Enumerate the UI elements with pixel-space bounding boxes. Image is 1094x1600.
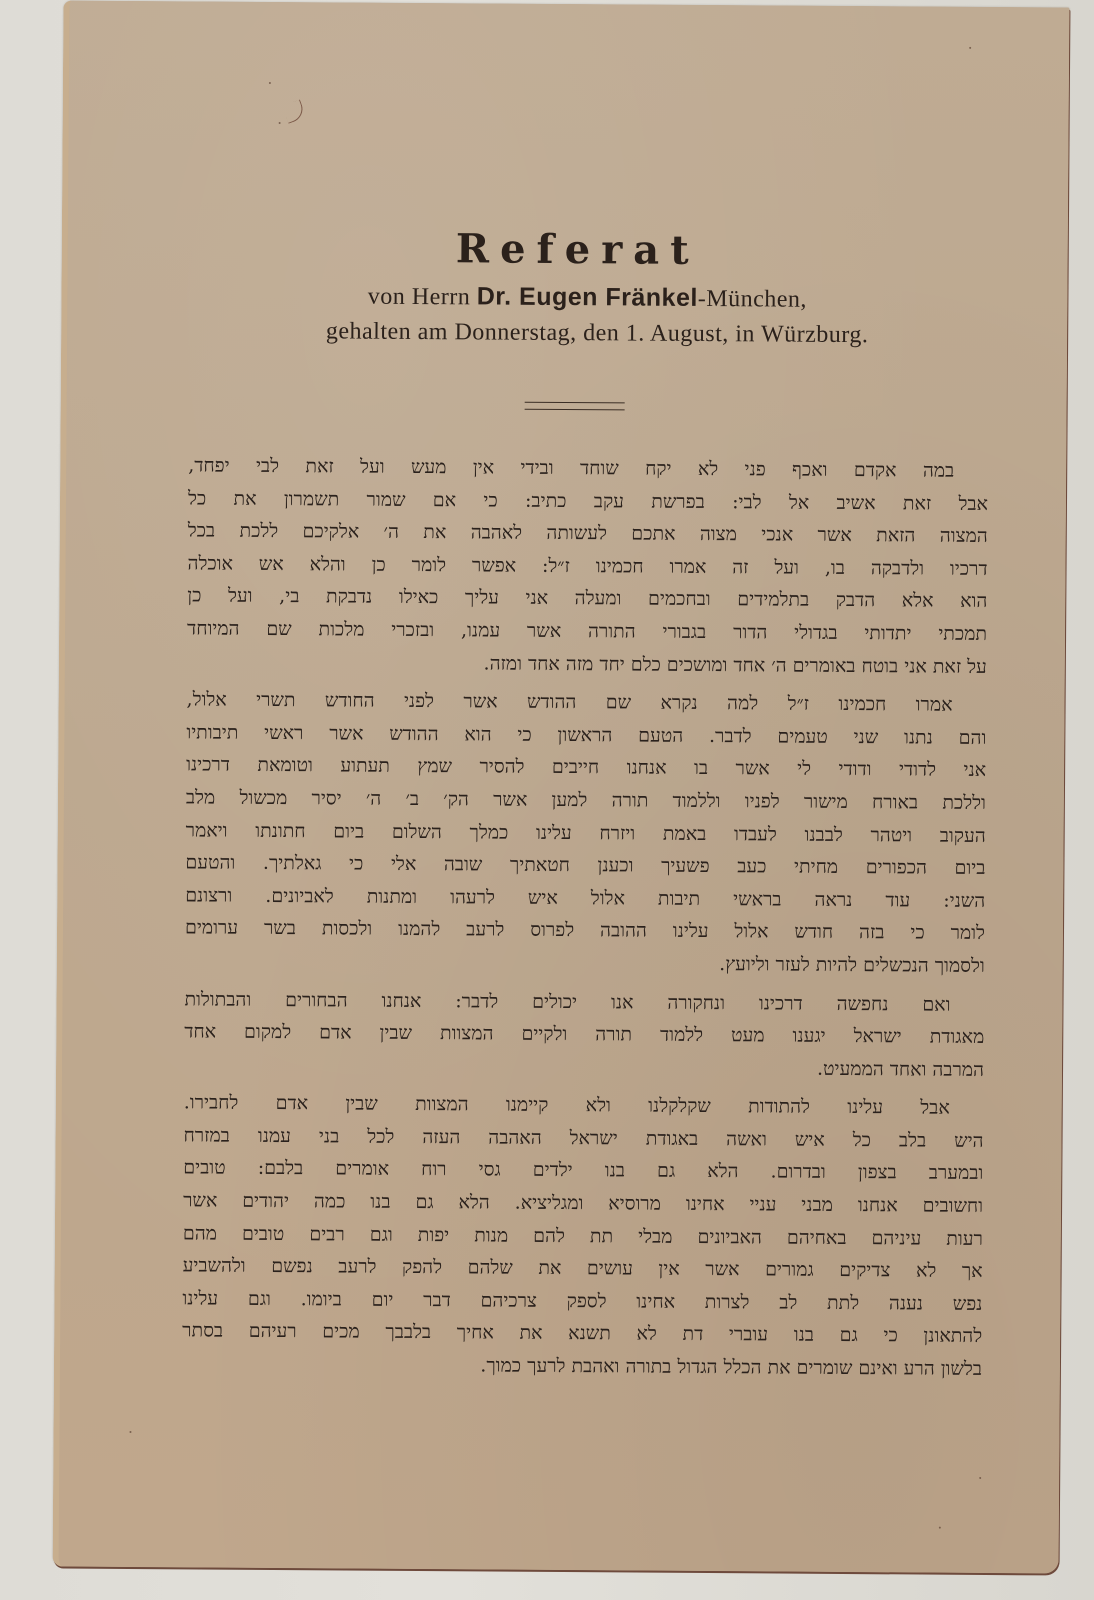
paper-blemish (282, 99, 306, 123)
text-line: במה אקדם ואכף פני לא יקח שוחד ובידי אין מעש ועל זאת לבי יפחד, (188, 454, 955, 482)
hebrew-body (182, 449, 989, 1391)
paper-speck (269, 82, 271, 84)
paragraph-4 (182, 1087, 984, 1386)
byline (67, 280, 1067, 316)
document-page (53, 1, 1070, 1574)
text-line: וחשובים אנחנו מבני עניי אחינו מרוסיא ומגליציא. הלא גם בנו כמה יהודים אשר (183, 1189, 984, 1218)
document-header (67, 223, 1068, 351)
text-line: אמרו חכמינו ז״ל למה נקרא שם ההודש אשר לפני החודש תשרי אלול, (186, 688, 953, 716)
text-line: העקוב ויטהר לבבנו לעבדו באמת ויזרח עלינו כמלך השלום ביום חתונתו ויאמר (185, 818, 986, 847)
text-line: השני: עוד נראה בראשי תיבות אלול איש לרעהו ומתנות לאביונים. ורצונם (185, 884, 986, 912)
paper-speck (979, 1477, 981, 1479)
text-line: אך לא צדיקים גמורים אשר אין עושים את שלהם להפק לרעב נפשם ולהשביע (182, 1254, 983, 1283)
author-name: Dr. Eugen Fränkel (476, 282, 698, 312)
text-line: בלשון הרע ואינם שומרים את הכלל הגדול בתורה ואהבת לרעך כמוך. (480, 1354, 983, 1380)
text-line: תמכתי יתדותי בגדולי הדור בגבורי התורה אשר עמנו, ובזכרי מלכות שם המיוחד (187, 617, 988, 645)
text-line: ובמערב בצפון ובדרום. הלא גם בנו ילדים גסי רוח אומרים בלבם: טובים (183, 1156, 984, 1185)
text-line: ואם נחפשה דרכינו ונחקורה אנו יכולים לדבר: אנחנו הבחורים והבתולות (184, 987, 951, 1016)
text-line: אבל עלינו להתודות שקלקלנו ולא קיימנו המצוות שבין אדם לחבירו. (183, 1091, 950, 1120)
text-line: להתאונן כי גם בנו עוברי דת לא תשנא את אחיך בלבבך מכים רעיהם בסתר (182, 1319, 983, 1348)
document-title: Referat (455, 225, 700, 274)
text-line: אני לדודי ודודי לי אשר בו אנחנו חייבים להסיר שמץ תעתוע וטומאת דרכינו (186, 753, 987, 782)
paper-speck (939, 1527, 941, 1529)
paper-speck (279, 122, 281, 124)
text-line: והם נתנו שני טעמים לדבר. הטעם הראשון כי הוא ההודש אשר ראשי תיבותיו (186, 721, 987, 749)
paper-speck (129, 1431, 131, 1433)
text-line: ולסמוך הנכשלים להיות לעזר וליועץ. (719, 953, 985, 977)
paper-speck (969, 47, 971, 49)
text-line: המצוה הזאת אשר אנכי מצוה אתכם לעשותה לאהבה את ה׳ אלקיכם ללכת בכל (187, 519, 988, 548)
text-line: לומר כי בזה חודש אלול עלינו ההובה לפרוס לרעב להמנו ולכסות בשר ערומים (184, 916, 986, 945)
text-line: רעות עיניהם באחיהם האביונים מבלי תת להם מנות יפות וגם רבים טובים מהם (182, 1222, 983, 1250)
text-line: וללכת באורח מישור לפניו וללמוד תורה למען אשר הק׳ ב׳ ה׳ יסיר מכשול מלב (185, 786, 986, 814)
text-line: אבל זאת אשיב אל לבי: בפרשת עקב כתיב: כי אם שמור תשמרון את כל (187, 486, 989, 515)
text-line: נפש נענה לתת לב לצרות אחינו לספק צרכיהם דבר יום ביומו. וגם עלינו (182, 1287, 983, 1315)
paragraph-3 (184, 983, 985, 1086)
byline-prefix: von Herrn (367, 283, 477, 311)
text-line: היש בלב כל איש ואשה באגודת ישראל האהבה העזה לכל בני עמנו במזרח (183, 1124, 984, 1152)
occasion-line: gehalten am Donnerstag, den 1. August, in Würzburg. (325, 318, 869, 349)
text-line: מאגודת ישראל יגענו מעט ללמוד תורה ולקיים המצוות שבין אדם למקום אחד (184, 1020, 985, 1049)
text-line: על זאת אני בוטח באומרים ה׳ אחד ומושכים כלם יחד מזה אחד ומזה. (483, 652, 987, 678)
text-line: ביום הכפורים מחיתי כעב פשעיך וכענן חטאתיך שובה אלי כי גאלתיך. והטעם (185, 851, 986, 880)
separator-rule (525, 402, 625, 411)
text-line: המרבה ואחד הממעיט. (816, 1057, 985, 1081)
paragraph-1 (187, 449, 989, 683)
text-line: הוא אלא הדבק בתלמידים ובחכמים ומעלה אני עליך כאילו נדבקת בי, ועל כן (187, 584, 988, 613)
paragraph-2 (185, 684, 987, 983)
author-city: -München, (697, 285, 808, 313)
text-line: דרכיו ולדבקה בו, ועל זה אמרו חכמינו ז״ל: אפשר לומר כן והלא אש אוכלה (187, 552, 988, 580)
